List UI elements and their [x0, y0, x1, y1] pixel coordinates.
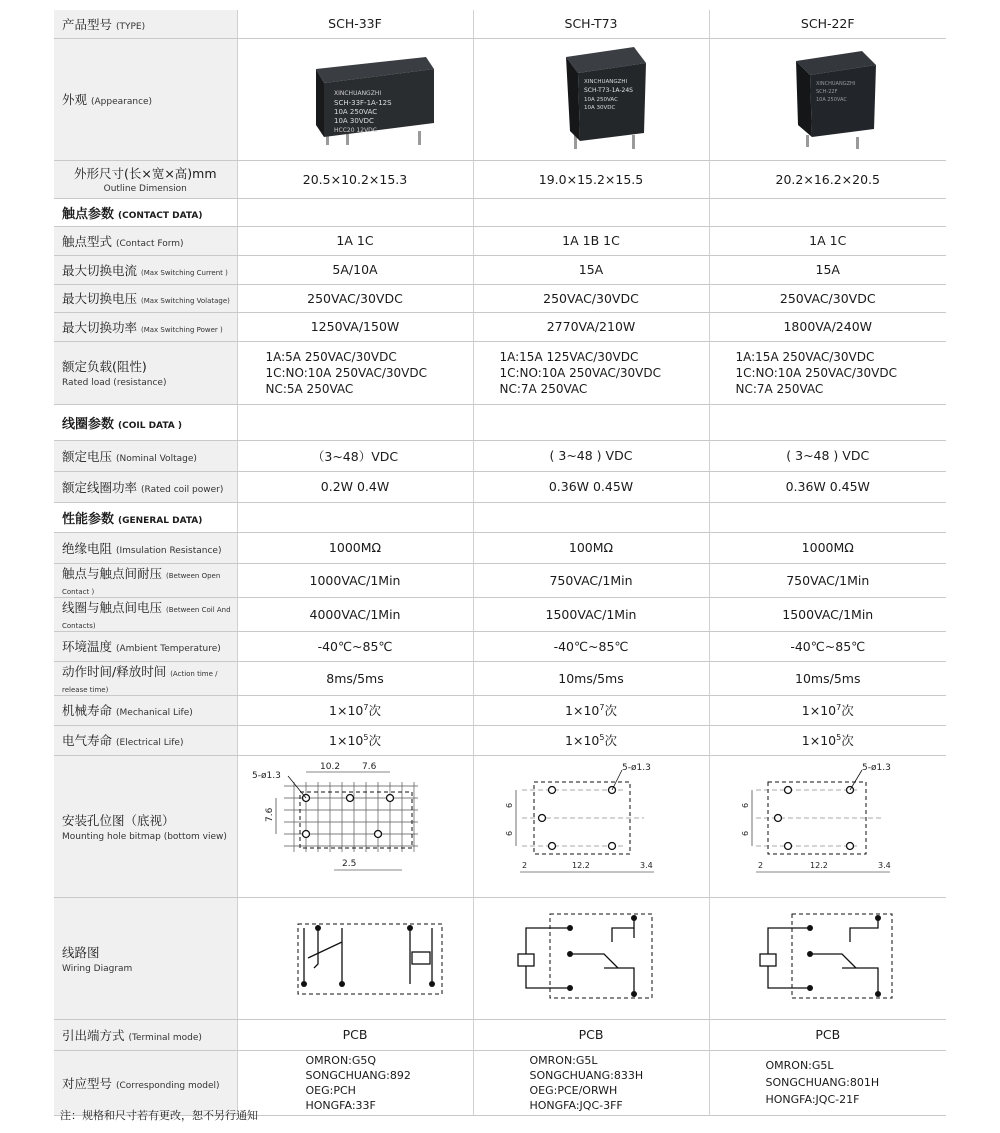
svg-text:3.4: 3.4	[877, 860, 891, 870]
cell-value: 1A 1C	[709, 226, 946, 255]
svg-text:10A 250VAC: 10A 250VAC	[333, 107, 377, 116]
svg-text:XINCHUANGZHI: XINCHUANGZHI	[333, 89, 381, 97]
svg-text:5-ø1.3: 5-ø1.3	[621, 762, 651, 773]
wiring-diagram	[709, 897, 946, 1019]
mounting-row	[54, 755, 946, 897]
cell-value: $1\times 10^5$次	[709, 725, 946, 755]
cell-value: 1500VAC/1Min	[709, 597, 946, 631]
rated-load-value: 1A:15A 125VAC/30VDC 1C:NO:10A 250VAC/30VDC NC:7A 250VAC	[473, 341, 709, 404]
cell-value: 750VAC/1Min	[473, 563, 709, 597]
mounting-diagram-t73	[474, 756, 710, 894]
cell-value: -40℃~85℃	[237, 631, 473, 661]
wiring-diagram-22f	[710, 898, 947, 1016]
relay-photo	[473, 38, 709, 160]
row-label: 触点型式 (Contact Form)	[54, 226, 237, 255]
wiring-diagram	[473, 897, 709, 1019]
spec-row	[54, 532, 946, 563]
mounting-diagram	[237, 755, 473, 897]
row-label: 额定线圈功率 (Rated coil power)	[54, 471, 237, 502]
cell-value: 0.2W 0.4W	[237, 471, 473, 502]
wiring-diagram-t73	[474, 898, 710, 1016]
outline-value: 19.0×15.2×15.5	[473, 160, 709, 198]
corresponding-models: OMRON:G5L SONGCHUANG:833H OEG:PCE/ORWH HONGFA:JQC-3FF	[473, 1050, 709, 1115]
row-label: 最大切换电压 (Max Switching Volatage)	[54, 284, 237, 312]
cell-value: $1\times 10^7$次	[237, 695, 473, 725]
row-label: 机械寿命 (Mechanical Life)	[54, 695, 237, 725]
wiring-diagram-33f	[238, 898, 474, 1016]
cell-value: 250VAC/30VDC	[473, 284, 709, 312]
cell-value: $1\times 10^7$次	[473, 695, 709, 725]
spec-row	[54, 471, 946, 502]
row-label: 引出端方式 (Terminal mode)	[54, 1019, 237, 1050]
general-section-row	[54, 502, 946, 532]
outline-label: 外形尺寸(长×宽×高)mm Outline Dimension	[54, 160, 237, 198]
cell-value: $1\times 10^7$次	[709, 695, 946, 725]
coil-section-row	[54, 404, 946, 440]
cell-value: PCB	[237, 1019, 473, 1050]
section-heading: 线圈参数 (COIL DATA )	[54, 404, 237, 440]
row-label: 触点与触点间耐压 (Between Open Contact )	[54, 563, 237, 597]
footnote: 注：规格和尺寸若有更改，恕不另行通知	[60, 1109, 258, 1122]
svg-text:5-ø1.3: 5-ø1.3	[861, 762, 891, 773]
cell-value: 1000MΩ	[237, 532, 473, 563]
cell-value: 10ms/5ms	[473, 661, 709, 695]
cell-value: $1\times 10^5$次	[237, 725, 473, 755]
contact-section-row	[54, 198, 946, 226]
outline-row	[54, 160, 946, 198]
svg-text:6: 6	[504, 802, 514, 808]
spec-row	[54, 597, 946, 631]
mounting-diagram-22f	[710, 756, 947, 894]
rated-load-value: 1A:15A 250VAC/30VDC 1C:NO:10A 250VAC/30VDC NC:7A 250VAC	[709, 341, 946, 404]
svg-text:SCH-T73-1A-24S: SCH-T73-1A-24S	[583, 86, 633, 94]
svg-text:10A 250VAC: 10A 250VAC	[583, 96, 618, 103]
svg-text:XINCHUANGZHI: XINCHUANGZHI	[583, 78, 627, 85]
mounting-diagram-33f	[238, 756, 474, 894]
row-label: 线圈与触点间电压 (Between Coil And Contacts)	[54, 597, 237, 631]
type-row	[54, 10, 946, 38]
svg-text:10.2: 10.2	[319, 761, 340, 772]
cell-value: -40℃~85℃	[473, 631, 709, 661]
relay-image-22f	[710, 39, 947, 157]
spec-row	[54, 563, 946, 597]
model-name: SCH-22F	[709, 10, 946, 38]
cell-value: 4000VAC/1Min	[237, 597, 473, 631]
svg-text:5-ø1.3: 5-ø1.3	[251, 770, 281, 781]
outline-value: 20.5×10.2×15.3	[237, 160, 473, 198]
spec-row	[54, 440, 946, 471]
cell-value: 1000MΩ	[709, 532, 946, 563]
cell-value: 1A 1B 1C	[473, 226, 709, 255]
row-label: 环境温度 (Ambient Temperature)	[54, 631, 237, 661]
row-label: 电气寿命 (Electrical Life)	[54, 725, 237, 755]
cell-value: PCB	[473, 1019, 709, 1050]
svg-text:SCH-22F: SCH-22F	[815, 88, 837, 95]
row-label: 安装孔位图（底视） Mounting hole bitmap (bottom view)	[54, 755, 237, 897]
model-name: SCH-T73	[473, 10, 709, 38]
spec-row	[54, 255, 946, 284]
rated-load-row	[54, 341, 946, 404]
outline-value: 20.2×16.2×20.5	[709, 160, 946, 198]
svg-text:10A 250VAC: 10A 250VAC	[815, 96, 847, 103]
cell-value: 250VAC/30VDC	[709, 284, 946, 312]
svg-text:XINCHUANGZHI: XINCHUANGZHI	[815, 80, 855, 87]
cell-value: PCB	[709, 1019, 946, 1050]
corresponding-row	[54, 1050, 946, 1115]
cell-value: （3~48）VDC	[237, 440, 473, 471]
relay-photo	[237, 38, 473, 160]
wiring-row	[54, 897, 946, 1019]
model-name: SCH-33F	[237, 10, 473, 38]
relay-image-t73	[474, 39, 710, 157]
row-label: 对应型号 (Corresponding model)	[54, 1050, 237, 1115]
cell-value: 1000VAC/1Min	[237, 563, 473, 597]
cell-value: 15A	[709, 255, 946, 284]
row-label: 绝缘电阻 (Imsulation Resistance)	[54, 532, 237, 563]
appearance-label: 外观 (Appearance)	[54, 38, 237, 160]
cell-value: 0.36W 0.45W	[709, 471, 946, 502]
svg-text:3.4: 3.4	[639, 860, 653, 870]
cell-value: ( 3~48 ) VDC	[709, 440, 946, 471]
svg-text:7.6: 7.6	[264, 807, 275, 822]
mounting-diagram	[473, 755, 709, 897]
cell-value: 1800VA/240W	[709, 312, 946, 341]
svg-text:2: 2	[521, 860, 527, 870]
svg-text:2.5: 2.5	[341, 858, 356, 869]
wiring-diagram	[237, 897, 473, 1019]
svg-text:10A 30VDC: 10A 30VDC	[333, 116, 374, 125]
svg-text:10A 30VDC: 10A 30VDC	[583, 104, 615, 111]
terminal-row	[54, 1019, 946, 1050]
svg-text:12.2: 12.2	[809, 860, 828, 870]
spec-row	[54, 695, 946, 725]
corresponding-models: OMRON:G5L SONGCHUANG:801H HONGFA:JQC-21F	[709, 1050, 946, 1115]
spec-row	[54, 631, 946, 661]
appearance-row	[54, 38, 946, 160]
svg-text:2: 2	[757, 860, 763, 870]
spec-row	[54, 661, 946, 695]
type-label: 产品型号 (TYPE)	[54, 10, 237, 38]
svg-text:HCC20 12VDC: HCC20 12VDC	[333, 126, 377, 134]
svg-text:6: 6	[740, 830, 750, 836]
cell-value: 1A 1C	[237, 226, 473, 255]
cell-value: 8ms/5ms	[237, 661, 473, 695]
spec-table	[54, 10, 946, 1116]
spec-row	[54, 312, 946, 341]
row-label: 线路图 Wiring Diagram	[54, 897, 237, 1019]
spec-row	[54, 226, 946, 255]
section-heading: 性能参数 (GENERAL DATA)	[54, 502, 237, 532]
row-label: 最大切换电流 (Max Switching Current )	[54, 255, 237, 284]
spec-row	[54, 725, 946, 755]
cell-value: 250VAC/30VDC	[237, 284, 473, 312]
svg-text:SCH-33F-1A-12S: SCH-33F-1A-12S	[333, 98, 392, 107]
corresponding-models: OMRON:G5Q SONGCHUANG:892 OEG:PCH HONGFA:33F	[237, 1050, 473, 1115]
svg-text:7.6: 7.6	[361, 761, 376, 772]
cell-value: ( 3~48 ) VDC	[473, 440, 709, 471]
row-label: 最大切换功率 (Max Switching Power )	[54, 312, 237, 341]
mounting-diagram	[709, 755, 946, 897]
row-label: 额定电压 (Nominal Voltage)	[54, 440, 237, 471]
cell-value: 1250VA/150W	[237, 312, 473, 341]
rated-load-value: 1A:5A 250VAC/30VDC 1C:NO:10A 250VAC/30VDC NC:5A 250VAC	[237, 341, 473, 404]
row-label: 额定负载(阻性) Rated load (resistance)	[54, 341, 237, 404]
cell-value: -40℃~85℃	[709, 631, 946, 661]
section-heading: 触点参数 (CONTACT DATA)	[54, 198, 237, 226]
cell-value: $1\times 10^5$次	[473, 725, 709, 755]
cell-value: 15A	[473, 255, 709, 284]
cell-value: 2770VA/210W	[473, 312, 709, 341]
svg-text:6: 6	[504, 830, 514, 836]
cell-value: 750VAC/1Min	[709, 563, 946, 597]
relay-photo	[709, 38, 946, 160]
row-label: 动作时间/释放时间 (Action time / release time)	[54, 661, 237, 695]
cell-value: 100MΩ	[473, 532, 709, 563]
cell-value: 10ms/5ms	[709, 661, 946, 695]
cell-value: 0.36W 0.45W	[473, 471, 709, 502]
spec-row	[54, 284, 946, 312]
cell-value: 1500VAC/1Min	[473, 597, 709, 631]
relay-image-33f	[238, 39, 474, 157]
svg-text:12.2: 12.2	[571, 860, 590, 870]
svg-text:6: 6	[740, 802, 750, 808]
cell-value: 5A/10A	[237, 255, 473, 284]
